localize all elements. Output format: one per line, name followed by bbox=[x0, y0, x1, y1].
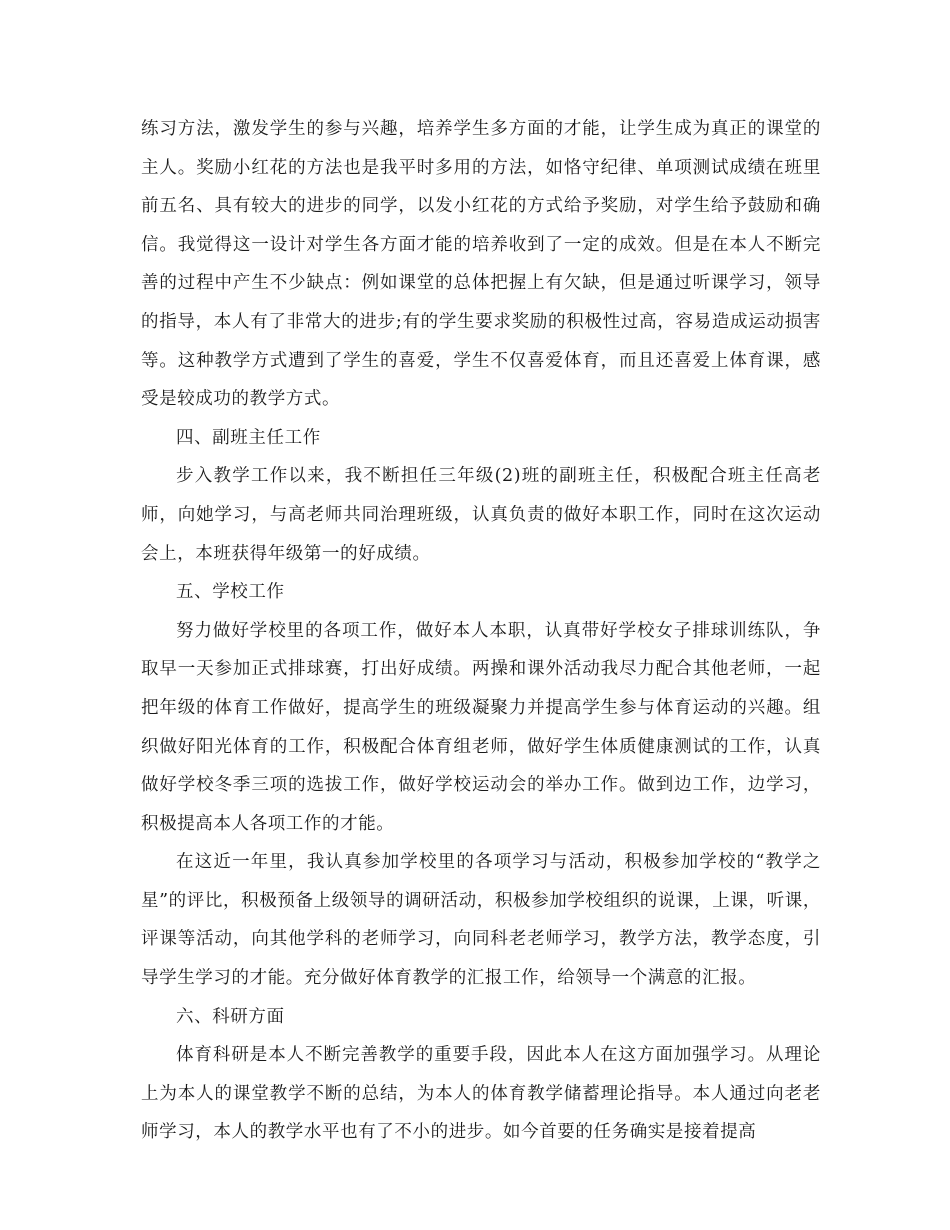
section-heading-research: 六、科研方面 bbox=[176, 1006, 285, 1027]
section-heading-school-work: 五、学校工作 bbox=[176, 582, 285, 603]
paragraph-research: 体育科研是本人不断完善教学的重要手段，因此本人在这方面加强学习。从理论上为本人的课堂教学不断的总结，为本人的体育教学储蓄理论指导。本人通过向老老师学习，本人的教学水平也有了不小的进步。如今首要的任务确实是接着提高 bbox=[141, 1045, 821, 1143]
document-body bbox=[141, 110, 821, 1152]
paragraph-teaching-methods: 练习方法，激发学生的参与兴趣，培养学生多方面的才能，让学生成为真正的课堂的主人。奖励小红花的方法也是我平时多用的方法，如恪守纪律、单项测试成绩在班里前五名、具有较大的进步的同学，以发小红花的方式给予奖励，对学生给予鼓励和确信。我觉得这一设计对学生各方面才能的培养收到了一定的成效。但是在本人不断完善的过程中产生不少缺点：例如课堂的总体把握上有欠缺，但是通过听课学习，领导的指导，本人有了非常大的进步;有的学生要求奖励的积极性过高，容易造成运动损害等。这种教学方式遭到了学生的喜爱，学生不仅喜爱体育，而且还喜爱上体育课，感受是较成功的教学方式。 bbox=[141, 119, 821, 410]
paragraph-activities: 在这近一年里，我认真参加学校里的各项学习与活动，积极参加学校的“教学之星”的评比，积极预备上级领导的调研活动，积极参加学校组织的说课，上课，听课，评课等活动，向其他学科的老师学习，向同科老老师学习，教学方法，教学态度，引导学生学习的才能。充分做好体育教学的汇报工作，给领导一个满意的汇报。 bbox=[141, 852, 821, 989]
section-heading-assistant-head-teacher: 四、副班主任工作 bbox=[176, 427, 321, 448]
paragraph-school-work: 努力做好学校里的各项工作，做好本人本职，认真带好学校女子排球训练队，争取早一天参加正式排球赛，打出好成绩。两操和课外活动我尽力配合其他老师，一起把年级的体育工作做好，提高学生的班级凝聚力并提高学生参与体育运动的兴趣。组织做好阳光体育的工作，积极配合体育组老师，做好学生体质健康测试的工作，认真做好学校冬季三项的选拔工作，做好学校运动会的举办工作。做到边工作，边学习，积极提高本人各项工作的才能。 bbox=[141, 620, 821, 834]
paragraph-assistant-head-teacher: 步入教学工作以来，我不断担任三年级(2)班的副班主任，积极配合班主任高老师，向她学习，与高老师共同治理班级，认真负责的做好本职工作，同时在这次运动会上，本班获得年级第一的好成绩。 bbox=[141, 466, 821, 564]
